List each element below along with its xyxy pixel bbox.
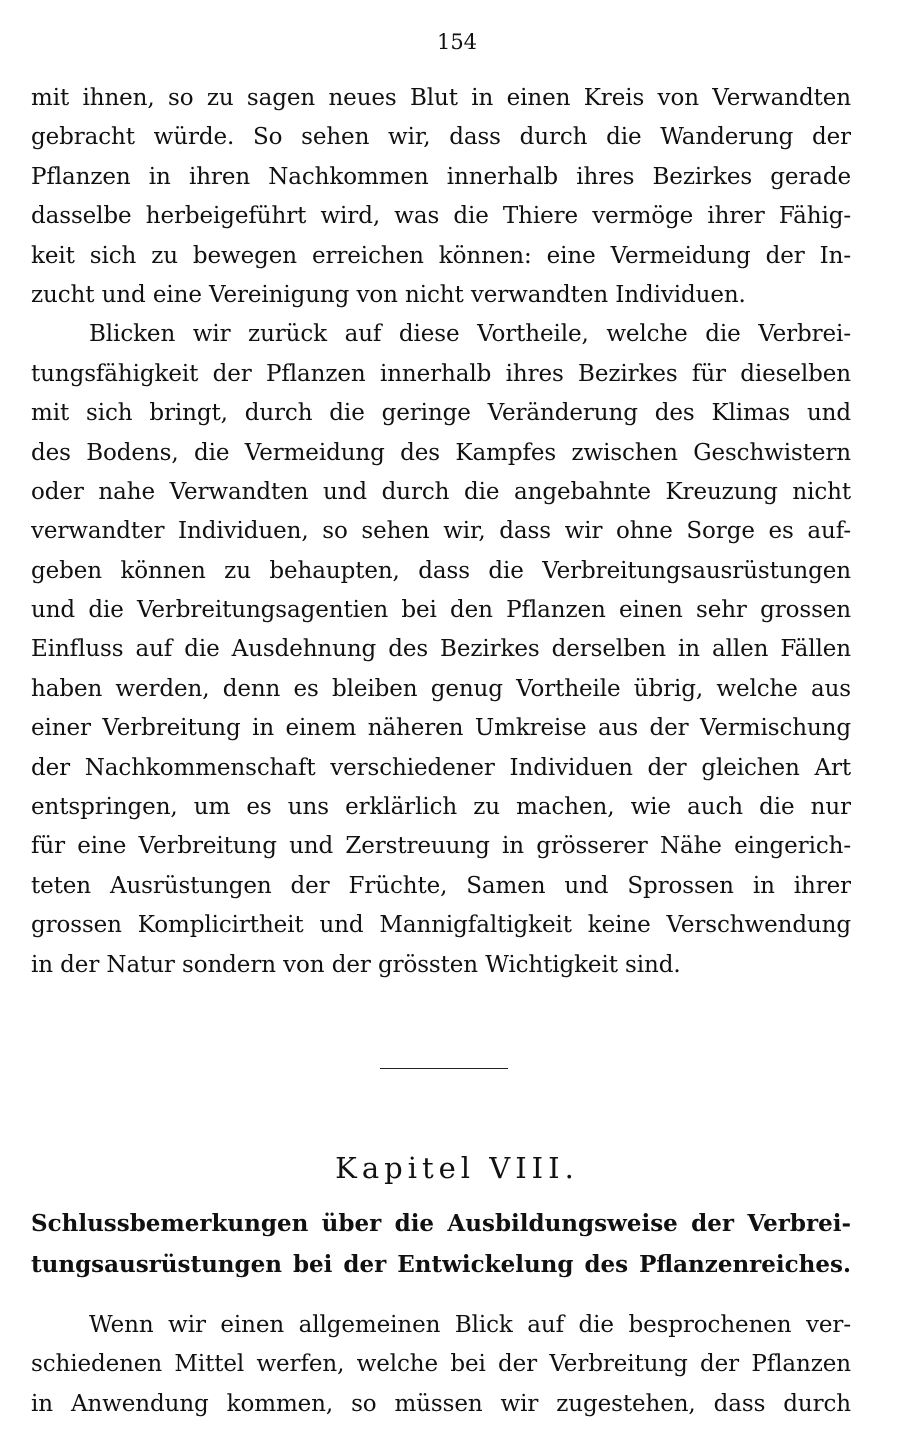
text-line: schiedenen Mittel werfen, welche bei der Verbreitung der Pflanzen: [31, 1351, 851, 1378]
text-line: teten Ausrüstungen der Früchte, Samen und Sprossen in ihrer: [31, 872, 851, 899]
text-line: gebracht würde. So sehen wir, dass durch die Wanderung der: [31, 124, 851, 151]
text-line: grossen Komplicirtheit und Mannigfaltigkeit keine Verschwendung: [31, 912, 851, 939]
text-line: dasselbe herbeigeführt wird, was die Thiere vermöge ihrer Fähig-: [31, 203, 851, 230]
text-line: keit sich zu bewegen erreichen können: eine Vermeidung der In-: [31, 242, 851, 269]
section-divider: [380, 1068, 508, 1069]
text-line: in Anwendung kommen, so müssen wir zugestehen, dass durch: [31, 1390, 851, 1417]
text-line: tungsfähigkeit der Pflanzen innerhalb ihres Bezirkes für dieselben: [31, 360, 851, 387]
text-line: mit ihnen, so zu sagen neues Blut in einen Kreis von Verwandten: [31, 85, 851, 111]
text-line: Wenn wir einen allgemeinen Blick auf die besprochenen ver-: [89, 1312, 851, 1338]
paragraph-continued: [31, 79, 851, 315]
text-line: Schlussbemerkungen über die Ausbildungsweise der Verbrei-: [31, 1210, 851, 1237]
text-line: zucht und eine Vereinigung von nicht verwandten Individuen.: [31, 281, 746, 308]
text-line: haben werden, denn es bleiben genug Vortheile übrig, welche aus: [31, 675, 851, 702]
text-line: in der Natur sondern von der grössten Wichtigkeit sind.: [31, 951, 681, 978]
text-line: Blicken wir zurück auf diese Vortheile, welche die Verbrei-: [89, 321, 851, 348]
text-line: des Bodens, die Vermeidung des Kampfes zwischen Geschwistern: [31, 439, 851, 466]
text-line: der Nachkommenschaft verschiedener Individuen der gleichen Art: [31, 754, 851, 781]
section-heading: [31, 1203, 851, 1285]
text-line: entspringen, um es uns erklärlich zu machen, wie auch die nur: [31, 794, 851, 821]
text-line: tungsausrüstungen bei der Entwickelung des Pflanzenreiches.: [31, 1251, 851, 1278]
page-number: 154: [436, 30, 478, 54]
text-line: Pflanzen in ihren Nachkommen innerhalb ihres Bezirkes gerade: [31, 163, 851, 190]
paragraph-wenn: [31, 1306, 851, 1424]
text-line: geben können zu behaupten, dass die Verbreitungsausrüstungen: [31, 557, 851, 584]
paragraph-blicken: [31, 315, 851, 985]
text-line: mit sich bringt, durch die geringe Veränderung des Klimas und: [31, 400, 851, 427]
text-line: einer Verbreitung in einem näheren Umkreise aus der Vermischung: [31, 715, 851, 742]
text-line: oder nahe Verwandten und durch die angebahnte Kreuzung nicht: [31, 478, 851, 505]
chapter-title: Kapitel VIII.: [335, 1151, 579, 1185]
text-line: für eine Verbreitung und Zerstreuung in grösserer Nähe eingerich-: [31, 833, 851, 860]
text-line: und die Verbreitungsagentien bei den Pflanzen einen sehr grossen: [31, 597, 851, 624]
text-line: Einfluss auf die Ausdehnung des Bezirkes derselben in allen Fällen: [31, 636, 851, 663]
text-block-upper: [31, 79, 851, 985]
text-line: verwandter Individuen, so sehen wir, dass wir ohne Sorge es auf-: [31, 518, 851, 545]
